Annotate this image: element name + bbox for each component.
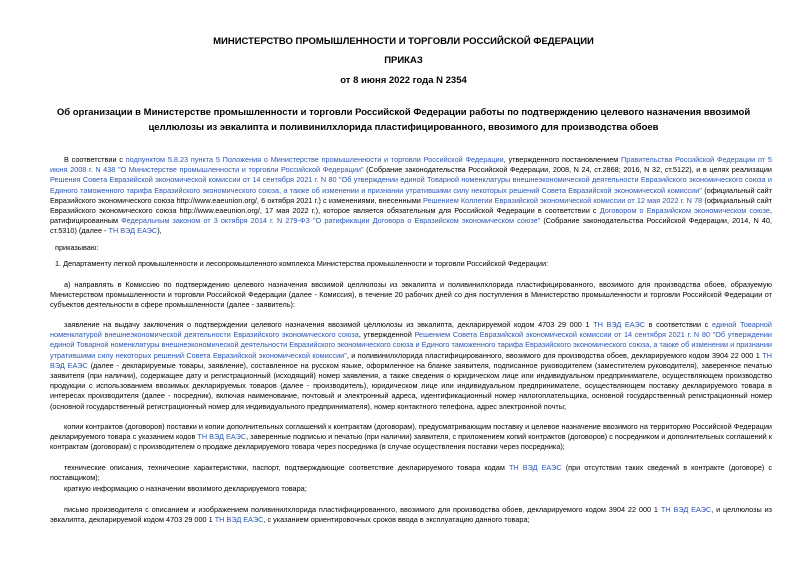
link-government-decree-438[interactable]: Правительства Российской Федерации от 5 июня 2008 г. N 438 "О Министерстве промышленности и торговли Российской Федерации" [50, 155, 772, 175]
zayavlenie-text: заявление на выдачу заключения о подтверждении целевого назначения ввозимой целлюлозы из эвкалипта, декларируемой кодом 4703 29 000 1 [64, 320, 594, 329]
document-title: Об организации в Министерстве промышленности и торговли Российской Федерации работы по подтверждению целевого назначения ввозимой целлюлозы из эвкалипта и поливинилхлорида пластифицированного, ввозимого для производства обоев [56, 107, 751, 133]
preamble-text: (официальный сайт Евразийского экономического союза http://www.eaeunion.org/, 6 октября 2021 г.) с изменениями, внесенными [50, 185, 772, 205]
item-a: а) направлять в Комиссию по подтверждению целевого назначения ввозимой целлюлозы из эвкалипта и поливинилхлорида пластифицированного, ввозимого для производства обоев, образуемую Министерством промышленности и торговли Российской Федерации (далее - Комиссия), в течение 20 рабочих дней со дня поступления в Министерство промышленности и торговли Российской Федерации от субъектов деятельности в сфере промышленности (далее - заявитель): [50, 280, 772, 310]
preamble-paragraph [50, 155, 772, 237]
prikazyvayu-line: приказываю: [55, 243, 99, 252]
link-eec-decision-80[interactable]: Решением Совета Евразийской экономической комиссии от 14 сентября 2021 г. N 80 "Об утверждении единой Товарной номенклатуры внешнеэкономической деятельности Евразийского экономического союза и Единого таможенного тарифа Евразийского экономического союза, а также об изменении и признании утратившими силу некоторых решений Совета Евразийской экономической комиссии" [50, 330, 772, 360]
link-ministry-regulation[interactable]: подпунктом 5.8.23 пункта 5 Положения о Министерстве промышленности и торговли Российской Федерации [125, 155, 504, 164]
link-federal-law-279[interactable]: Федеральным законом от 3 октября 2014 г. N 279-ФЗ "О ратификации Договора о Евразийском экономическом союзе" [121, 216, 541, 226]
doc-type: ПРИКАЗ [384, 55, 423, 66]
ministry-header: МИНИСТЕРСТВО ПРОМЫШЛЕННОСТИ И ТОРГОВЛИ РОССИЙСКОЙ ФЕДЕРАЦИИ [213, 36, 594, 47]
tehnicheskie-text: технические описания, технические характеристики, паспорт, подтверждающие соответствие декларируемого товара кодам [64, 463, 509, 472]
tehnicheskie-text: (при отсутствии таких сведений в контракте (договоре) с поставщиком); [50, 463, 773, 483]
preamble-text: (официальный сайт Евразийского экономического союза http://www.eaeunion.org/, 17 мая 2022 г.), которое является обязательным для Российской Федерации в соответствии с [50, 195, 772, 216]
link-tn-ved[interactable]: ТН ВЭД ЕАЭС [50, 350, 772, 370]
preamble-text: (Собрание законодательства Российской Федерации, 2008, N 24, ст.2868; 2016, N 32, ст.5122), и в целях реализации [363, 165, 772, 175]
link-tn-ved[interactable]: ТН ВЭД ЕАЭС [214, 515, 264, 525]
preamble-text: (Собрание законодательства Российской Федерации, 2014, N 40, ст.5310) (далее - [50, 216, 772, 236]
zayavlenie-text: , утвержденной [358, 330, 415, 340]
pismo-paragraph [50, 505, 772, 525]
preamble-text: , ратифицированным [50, 206, 772, 226]
kopii-text: копии контрактов (договоров) поставки и копии дополнительных соглашений к контрактам (договорам), предусматривающим поставку и целевое назначение ввозимого на территорию Российской Федерации декларируемого товара с указанием кодов [50, 422, 772, 442]
link-eaeu-treaty[interactable]: Договором о Евразийском экономическом союзе [599, 206, 770, 216]
item-1: 1. Департаменту легкой промышленности и лесопромышленного комплекса Министерства промышленности и торговли Российской Федерации: [55, 259, 549, 268]
kopii-text: , заверенные подписью и печатью (при наличии) заявителя, с приложением копий контрактов (договоров) с посредником и дополнительных соглашений к контрактам (договорам) с производителем о продаже декларируемого товара через посредника (в случае осуществления поставки через посредника); [50, 432, 772, 452]
link-tn-ved[interactable]: ТН ВЭД ЕАЭС [508, 463, 562, 472]
pismo-text: , с указанием ориентировочных сроков ввода в эксплуатацию данного товара; [263, 515, 530, 525]
tehnicheskie-paragraph [50, 463, 772, 483]
link-eec-decision-80[interactable]: Решения Совета Евразийской экономической комиссии от 14 сентября 2021 г. N 80 "Об утверждении единой Товарной номенклатуры внешнеэкономической деятельности Евразийского экономического союза и Единого таможенного тарифа Евразийского экономического союза, а также об изменении и признании утратившими силу некоторых решений Совета Евразийской экономической комиссии" [50, 175, 772, 195]
link-unified-nomenclature[interactable]: единой Товарной номенклатурой внешнеэкономической деятельности Евразийского экономического союза [50, 320, 772, 340]
preamble-text: , утвержденного постановлением [503, 155, 622, 164]
pismo-text: , и целлюлозы из эвкалипта, декларируемой кодом 4703 29 000 1 [50, 505, 772, 525]
link-tn-ved[interactable]: ТН ВЭД ЕАЭС [197, 432, 247, 442]
zayavlenie-text: (далее - декларируемые товары, заявление), составленное на русском языке, оформленное на бланке заявителя, подписанное руководителем (заместителем руководителя), заверенное печатью заявителя (при наличии), содержащее дату и регистрационный (исходящий) номер заявления, а также сведения о юридическом лице или индивидуальном предпринимателе, осуществляющем производство продукции с использованием ввозимых декларируемых товаров (далее - производитель), юридическом лице или индивидуальном предпринимателе, осуществляющем поставку декларируемого товара в интересах производителя (далее - посредник), включая наименование, почтовый и электронный адреса, идентификационный номер налогоплательщика, основной государственный регистрационный номер (основной государственный регистрационный номер для индивидуального предпринимателя), номер контактного телефона, адрес электронной почты; [50, 360, 772, 411]
link-tn-ved[interactable]: ТН ВЭД ЕАЭС [593, 320, 646, 329]
zayavlenie-text: , и поливинилхлорида пластифицированного, ввозимого для производства обоев, декларируемого кодом 3904 22 000 1 [346, 350, 763, 360]
preamble-text: В соответствии с [64, 155, 126, 164]
link-eec-board-decision-78[interactable]: Решением Коллегии Евразийской экономической комиссии от 12 мая 2022 г. N 78 [423, 195, 703, 205]
zayavlenie-paragraph [50, 320, 772, 412]
preamble-text: ), [157, 226, 162, 236]
link-tn-ved[interactable]: ТН ВЭД ЕАЭС [660, 505, 712, 514]
zayavlenie-text: в соответствии с [645, 320, 712, 329]
doc-date-number: от 8 июня 2022 года N 2354 [340, 75, 467, 86]
kopii-paragraph [50, 422, 772, 453]
link-tn-ved[interactable]: ТН ВЭД ЕАЭС [108, 226, 158, 236]
pismo-text: письмо производителя с описанием и изображением поливинилхлорида пластифицированного, ввозимого для производства обоев, декларируемого кодом 3904 22 000 1 [64, 505, 661, 514]
kratkuyu-paragraph: краткую информацию о назначении ввозимого декларируемого товара; [64, 484, 307, 493]
